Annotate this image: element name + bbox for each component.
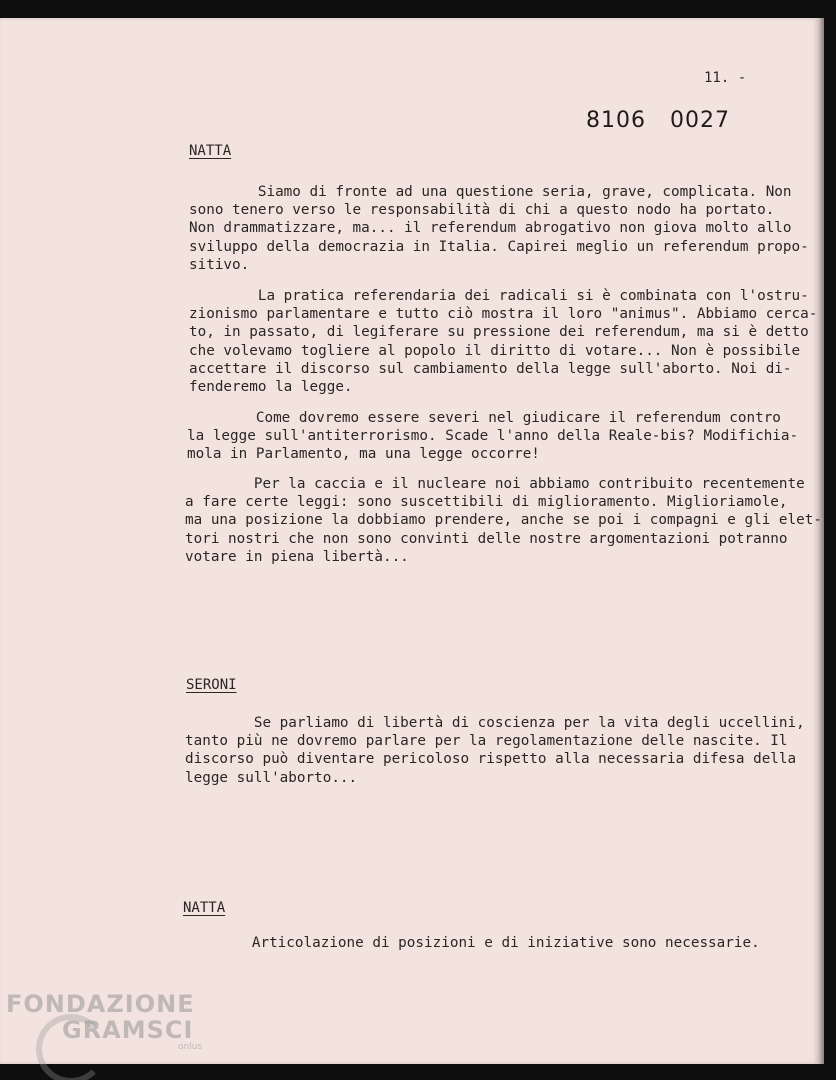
paragraph: La pratica referendaria dei radicali si è combinata con l'ostru- zionismo parlamentare e tutto ciò mostra il loro "animus". Abbiamo cerca- to, in passato, di legiferare su pressione dei referendum, ma si è detto che volevamo togliere al popolo il diritto di votare... Non è possibile accettare il discorso sul cambiamento della legge sull'aborto. Noi di- fenderemo la legge. [189,288,818,396]
paragraph: Per la caccia e il nucleare noi abbiamo contribuito recentemente a fare certe leggi: sono suscettibili di miglioramento. Miglioriamole, ma una posizione la dobbiamo prendere, anche se poi i compagni e gli elet- tori nostri che non sono convinti delle nostre argomentazioni potranno votare in piena libertà... [185,476,822,565]
fondazione-gramsci-watermark [6,990,203,1052]
archive-code: 8106 0027 [586,108,730,133]
paragraph: Siamo di fronte ad una questione seria, grave, complicata. Non sono tenero verso le responsabilità di chi a questo nodo ha portato. Non drammatizzare, ma... il referendum abrogativo non giova molto allo sviluppo della democrazia in Italia. Capirei meglio un referendum propo- sitivo. [189,184,809,273]
speaker-name: NATTA [189,143,232,159]
speaker-name: NATTA [183,900,226,916]
paragraph: Come dovremo essere severi nel giudicare il referendum contro la legge sull'antiterrorismo. Scade l'anno della Reale-bis? Modifichia- mola in Parlamento, ma una legge occorre! [187,410,799,463]
paragraph: Articolazione di posizioni e di iniziative sono necessarie. [183,935,760,951]
watermark-logo-icon [36,1014,106,1080]
paragraph: Se parliamo di libertà di coscienza per la vita degli uccellini, tanto più ne dovremo parlare per la regolamentazione delle nascite. Il discorso può diventare pericoloso rispetto alla necessaria difesa della legge sull'aborto... [185,715,805,786]
watermark-line2: GRAMSCI [62,1016,194,1044]
watermark-line1: FONDAZIONE [6,990,195,1018]
speaker-name: SERONI [186,677,237,693]
watermark-sub: onlus [178,1042,203,1052]
page-number: 11. - [704,70,747,86]
